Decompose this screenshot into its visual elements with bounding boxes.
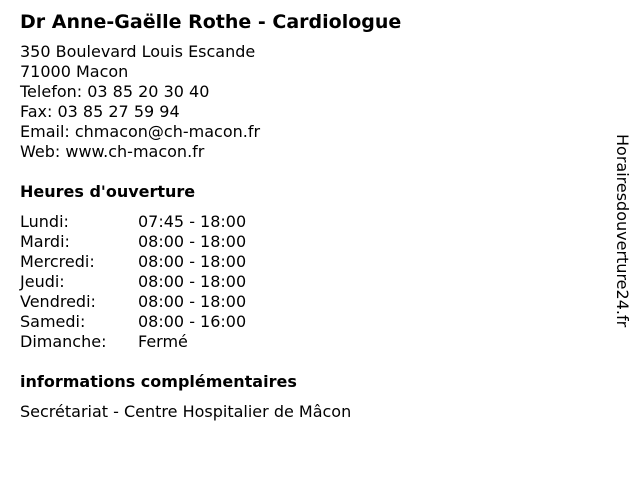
email-text: Email: chmacon@ch-macon.fr [20, 122, 261, 141]
hours-row-friday [20, 292, 590, 312]
hours-row-thursday [20, 272, 590, 292]
hours-row-tuesday [20, 232, 590, 252]
hours-day: Lundi: [20, 212, 69, 231]
site-brand-vertical: Horairesdouverture24.fr [613, 134, 632, 328]
hours-day: Samedi: [20, 312, 86, 331]
hours-time: 07:45 - 18:00 [138, 212, 247, 231]
hours-time: 08:00 - 18:00 [138, 232, 247, 251]
hours-day: Mercredi: [20, 252, 95, 271]
hours-day: Jeudi: [20, 272, 65, 291]
fax-text: Fax: 03 85 27 59 94 [20, 102, 180, 121]
hours-day: Dimanche: [20, 332, 107, 351]
business-card [20, 10, 590, 422]
hours-row-wednesday [20, 252, 590, 272]
hours-day: Vendredi: [20, 292, 96, 311]
address-line-2: 71000 Macon [20, 62, 129, 81]
hours-row-sunday [20, 332, 590, 352]
hours-day: Mardi: [20, 232, 70, 251]
opening-hours-list [20, 212, 590, 352]
opening-hours-title: Heures d'ouverture [20, 182, 196, 201]
hours-row-monday [20, 212, 590, 232]
hours-time: 08:00 - 18:00 [138, 252, 247, 271]
web-text: Web: www.ch-macon.fr [20, 142, 205, 161]
hours-time: 08:00 - 18:00 [138, 292, 247, 311]
hours-time: Fermé [138, 332, 188, 351]
hours-time: 08:00 - 16:00 [138, 312, 247, 331]
additional-info-text: Secrétariat - Centre Hospitalier de Mâcon [20, 402, 352, 421]
page-title: Dr Anne-Gaëlle Rothe - Cardiologue [20, 11, 402, 33]
address-line-1: 350 Boulevard Louis Escande [20, 42, 256, 61]
contact-section [20, 42, 590, 162]
hours-time: 08:00 - 18:00 [138, 272, 247, 291]
phone-text: Telefon: 03 85 20 30 40 [20, 82, 210, 101]
additional-info-title: informations complémentaires [20, 372, 297, 391]
hours-row-saturday [20, 312, 590, 332]
